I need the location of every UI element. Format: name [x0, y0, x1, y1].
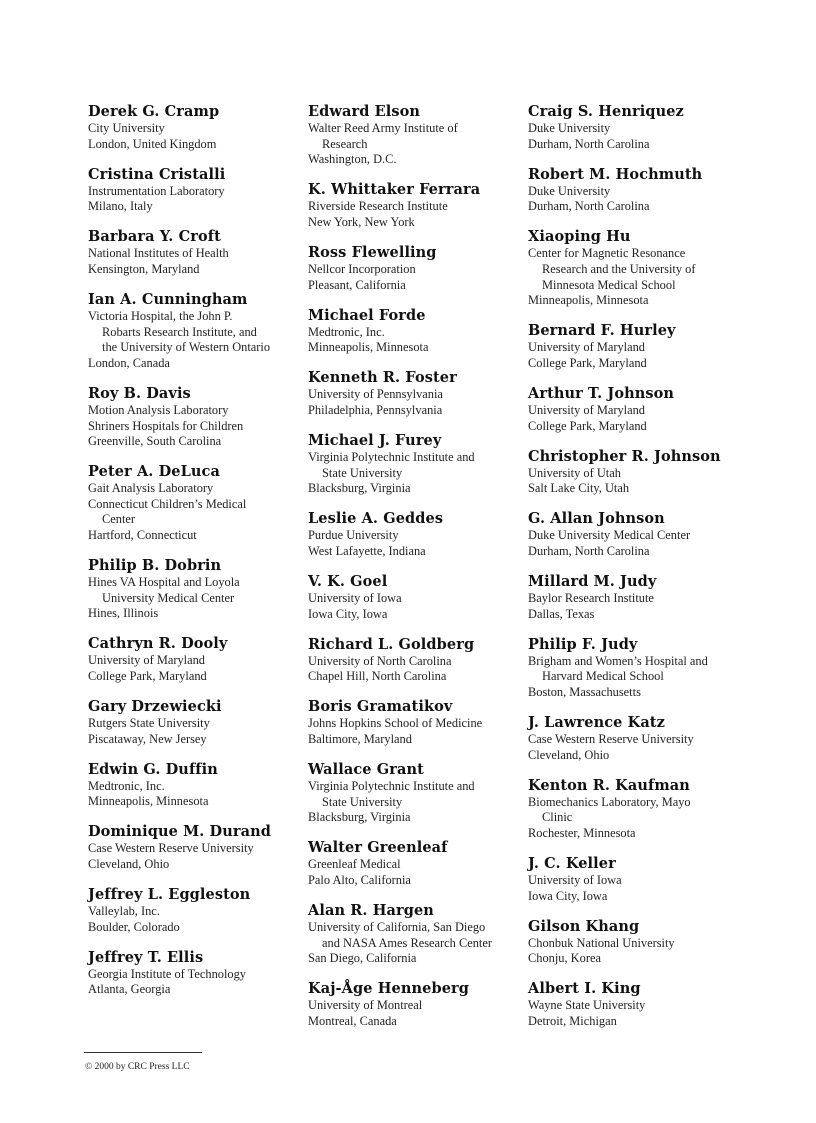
- contributor-name: Jeffrey L. Eggleston: [88, 886, 251, 904]
- affiliation-line: Virginia Polytechnic Institute and: [308, 779, 475, 794]
- contributor-entry: [88, 463, 303, 543]
- contributor-name: Philip B. Dobrin: [88, 557, 222, 575]
- footnote-rule: [84, 1052, 202, 1053]
- affiliation-line: Iowa City, Iowa: [528, 888, 608, 903]
- affiliation-line: University of Pennsylvania: [308, 387, 443, 402]
- affiliation-line: Walter Reed Army Institute of: [308, 121, 458, 135]
- contributor-name: G. Allan Johnson: [528, 510, 665, 528]
- affiliation-line: Iowa City, Iowa: [308, 606, 388, 621]
- affiliation-line: the University of Western Ontario: [102, 340, 271, 355]
- affiliation-line: Gait Analysis Laboratory: [88, 481, 214, 496]
- contributor-name: Philip F. Judy: [528, 635, 638, 653]
- affiliation-line: Cleveland, Ohio: [528, 747, 610, 762]
- affiliation-line: Medtronic, Inc.: [88, 778, 165, 793]
- contributor-entry: [88, 949, 303, 998]
- contributor-name: Ross Flewelling: [308, 243, 437, 261]
- affiliation-line: Greenleaf Medical: [308, 857, 401, 872]
- affiliation-line: New York, New York: [308, 214, 415, 229]
- affiliation-line: University of Utah: [528, 465, 621, 480]
- contributor-entry: [308, 432, 523, 497]
- contributor-name: Richard L. Goldberg: [308, 635, 475, 653]
- affiliation-line: Blacksburg, Virginia: [308, 810, 411, 825]
- contributor-entry: [88, 291, 303, 371]
- affiliation-line: University of Iowa: [528, 872, 622, 887]
- affiliation-line: Center for Magnetic Resonance: [528, 246, 686, 261]
- affiliation-line: Case Western Reserve University: [528, 731, 694, 746]
- contributor-entry: [528, 510, 743, 559]
- contributor-name: Dominique M. Durand: [88, 823, 271, 841]
- contributor-name: Roy B. Davis: [88, 384, 191, 402]
- contributor-name: Walter Greenleaf: [308, 839, 448, 857]
- affiliation-line: Boston, Massachusetts: [528, 684, 641, 699]
- contributor-entry: [308, 761, 523, 826]
- contributor-name: Derek G. Cramp: [88, 103, 220, 120]
- contributor-entry: [528, 385, 743, 434]
- contributor-entry: [528, 322, 743, 371]
- contributor-name: Albert I. King: [528, 980, 641, 998]
- contributor-entry: [308, 636, 523, 685]
- contributor-entry: [88, 228, 303, 277]
- contributor-name: Xiaoping Hu: [528, 228, 631, 246]
- affiliation-line: University of Iowa: [308, 591, 402, 605]
- affiliation-line: Salt Lake City, Utah: [528, 481, 630, 496]
- affiliation-line: Brigham and Women’s Hospital and: [528, 653, 708, 668]
- contributor-name: Cristina Cristalli: [88, 165, 226, 183]
- affiliation-line: Medtronic, Inc.: [308, 324, 385, 339]
- contributor-entry: [528, 980, 743, 1029]
- affiliation-line: College Park, Maryland: [88, 668, 207, 683]
- affiliation-line: University of Maryland: [88, 653, 205, 668]
- contributor-entry: [88, 886, 303, 935]
- contributor-entry: [308, 902, 523, 967]
- contributor-name: J. Lawrence Katz: [528, 713, 665, 731]
- contributor-entry: [528, 918, 743, 967]
- affiliation-line: Piscataway, New Jersey: [88, 731, 207, 746]
- affiliation-line: Riverside Research Institute: [308, 199, 448, 214]
- contributor-name: Craig S. Henriquez: [528, 103, 684, 120]
- contributor-name: Leslie A. Geddes: [308, 510, 444, 528]
- contributor-name: Gary Drzewiecki: [88, 698, 222, 716]
- affiliation-line: Victoria Hospital, the John P.: [88, 309, 233, 324]
- contributor-entry: [308, 369, 523, 418]
- affiliation-line: Hartford, Connecticut: [88, 528, 197, 542]
- affiliation-line: Duke University Medical Center: [528, 528, 691, 543]
- contributor-entry: [88, 557, 303, 622]
- affiliation-line: Minneapolis, Minnesota: [528, 293, 649, 308]
- contributor-name: Christopher R. Johnson: [528, 447, 721, 465]
- contributor-name: Kenneth R. Foster: [308, 369, 457, 387]
- contributor-entry: [308, 573, 523, 622]
- affiliation-line: Duke University: [528, 121, 611, 135]
- contributor-entry: [528, 573, 743, 622]
- contributor-entry: [88, 385, 303, 450]
- contributor-name: Barbara Y. Croft: [88, 228, 221, 246]
- affiliation-line: Durham, North Carolina: [528, 136, 650, 151]
- affiliation-line: Baylor Research Institute: [528, 591, 654, 605]
- affiliation-line: London, United Kingdom: [88, 136, 217, 151]
- affiliation-line: Dallas, Texas: [528, 606, 595, 621]
- affiliation-line: State University: [322, 465, 403, 480]
- affiliation-line: Purdue University: [308, 528, 399, 543]
- affiliation-line: Research: [322, 136, 368, 151]
- contributor-entry: [308, 244, 523, 293]
- affiliation-line: Detroit, Michigan: [528, 1013, 617, 1028]
- affiliation-line: London, Canada: [88, 355, 170, 370]
- contributor-name: Kenton R. Kaufman: [528, 776, 690, 794]
- contributor-name: Peter A. DeLuca: [88, 463, 220, 481]
- affiliation-line: University of Montreal: [308, 998, 423, 1013]
- affiliation-line: Chonju, Korea: [528, 951, 601, 966]
- affiliation-line: Georgia Institute of Technology: [88, 966, 246, 981]
- contributor-entry: [308, 103, 523, 168]
- affiliation-line: Minneapolis, Minnesota: [308, 340, 429, 355]
- affiliation-line: Virginia Polytechnic Institute and: [308, 450, 475, 465]
- affiliation-line: Chapel Hill, North Carolina: [308, 669, 447, 684]
- contributor-entry: [88, 166, 303, 215]
- affiliation-line: Durham, North Carolina: [528, 199, 650, 214]
- affiliation-line: State University: [322, 794, 403, 809]
- contributor-entry: [528, 636, 743, 701]
- affiliation-line: Kensington, Maryland: [88, 261, 200, 276]
- affiliation-line: Washington, D.C.: [308, 152, 397, 167]
- affiliation-line: Nellcor Incorporation: [308, 261, 416, 276]
- contributor-entry: [528, 166, 743, 215]
- affiliation-line: Baltimore, Maryland: [308, 731, 412, 746]
- affiliation-line: Johns Hopkins School of Medicine: [308, 716, 483, 731]
- affiliation-line: Research and the University of: [542, 261, 696, 276]
- affiliation-line: Hines VA Hospital and Loyola: [88, 575, 240, 590]
- contributor-entry: [528, 777, 743, 842]
- contributor-name: Ian A. Cunningham: [88, 291, 248, 309]
- contributor-name: Edward Elson: [308, 103, 421, 120]
- affiliation-line: University of Maryland: [528, 402, 645, 417]
- affiliation-line: Robarts Research Institute, and: [102, 324, 257, 339]
- affiliation-line: Cleveland, Ohio: [88, 857, 170, 872]
- affiliation-line: University of North Carolina: [308, 653, 452, 668]
- affiliation-line: Clinic: [542, 810, 573, 825]
- contributor-entry: [88, 823, 303, 872]
- affiliation-line: Hines, Illinois: [88, 606, 159, 621]
- affiliation-line: Blacksburg, Virginia: [308, 481, 411, 496]
- affiliation-line: University of California, San Diego: [308, 920, 486, 935]
- affiliation-line: Durham, North Carolina: [528, 543, 650, 558]
- affiliation-line: University Medical Center: [102, 590, 235, 605]
- affiliation-line: Center: [102, 512, 136, 527]
- affiliation-line: Connecticut Children’s Medical: [88, 496, 247, 511]
- contributor-entry: [308, 980, 523, 1029]
- affiliation-line: Wayne State University: [528, 998, 646, 1013]
- affiliation-line: Boulder, Colorado: [88, 919, 180, 934]
- contributor-name: J. C. Keller: [528, 854, 616, 872]
- contributor-name: Boris Gramatikov: [308, 698, 453, 716]
- affiliation-line: Motion Analysis Laboratory: [88, 402, 229, 417]
- contributor-entry: [88, 635, 303, 684]
- contributor-name: Arthur T. Johnson: [528, 384, 675, 402]
- affiliation-line: Palo Alto, California: [308, 872, 411, 887]
- contributor-name: Michael Forde: [308, 306, 426, 324]
- contributor-entry: [308, 839, 523, 888]
- contributor-entry: [308, 698, 523, 747]
- affiliation-line: City University: [88, 121, 165, 135]
- affiliation-line: Shriners Hospitals for Children: [88, 418, 244, 433]
- contributor-entry: [528, 448, 743, 497]
- contributor-entry: [88, 761, 303, 810]
- contributor-entry: [528, 855, 743, 904]
- affiliation-line: Minnesota Medical School: [542, 277, 676, 292]
- affiliation-line: Biomechanics Laboratory, Mayo: [528, 794, 691, 809]
- contributor-entry: [308, 307, 523, 356]
- contributor-name: Wallace Grant: [308, 761, 424, 779]
- contributor-name: Kaj-Åge Henneberg: [308, 980, 470, 998]
- contributor-entry: [528, 714, 743, 763]
- contributors-column-2: [308, 103, 523, 1043]
- contributor-name: Edwin G. Duffin: [88, 760, 218, 778]
- affiliation-line: Greenville, South Carolina: [88, 434, 222, 449]
- contributor-name: Robert M. Hochmuth: [528, 165, 703, 183]
- contributor-name: Cathryn R. Dooly: [88, 635, 228, 653]
- contributor-entry: [528, 103, 743, 152]
- affiliation-line: Duke University: [528, 183, 611, 198]
- copyright-notice: © 2000 by CRC Press LLC: [85, 1062, 190, 1072]
- contributor-name: Gilson Khang: [528, 917, 640, 935]
- affiliation-line: Minneapolis, Minnesota: [88, 794, 209, 809]
- affiliation-line: University of Maryland: [528, 340, 645, 355]
- affiliation-line: San Diego, California: [308, 951, 417, 966]
- contributors-column-1: [88, 103, 303, 1012]
- affiliation-line: West Lafayette, Indiana: [308, 543, 426, 558]
- contributors-column-3: [528, 103, 743, 1043]
- affiliation-line: Rochester, Minnesota: [528, 825, 636, 840]
- contributor-name: K. Whittaker Ferrara: [308, 181, 481, 199]
- contributor-entry: [308, 510, 523, 559]
- contributor-name: Alan R. Hargen: [308, 902, 434, 920]
- affiliation-line: Philadelphia, Pennsylvania: [308, 402, 443, 417]
- contributor-entry: [88, 698, 303, 747]
- affiliation-line: Instrumentation Laboratory: [88, 183, 225, 198]
- contributor-name: Michael J. Furey: [308, 432, 442, 450]
- contributor-name: Millard M. Judy: [528, 573, 657, 590]
- affiliation-line: Pleasant, California: [308, 277, 406, 292]
- contributor-name: V. K. Goel: [308, 573, 388, 590]
- contributor-name: Bernard F. Hurley: [528, 322, 676, 340]
- affiliation-line: Valleylab, Inc.: [88, 904, 160, 919]
- affiliation-line: Case Western Reserve University: [88, 841, 254, 856]
- contributor-entry: [308, 181, 523, 230]
- affiliation-line: Milano, Italy: [88, 199, 153, 214]
- contributor-entry: [88, 103, 303, 152]
- affiliation-line: Chonbuk National University: [528, 935, 675, 950]
- affiliation-line: College Park, Maryland: [528, 355, 647, 370]
- affiliation-line: Harvard Medical School: [542, 669, 664, 684]
- affiliation-line: National Institutes of Health: [88, 246, 229, 261]
- affiliation-line: and NASA Ames Research Center: [322, 935, 492, 950]
- affiliation-line: Atlanta, Georgia: [88, 982, 171, 997]
- affiliation-line: Rutgers State University: [88, 716, 210, 731]
- affiliation-line: Montreal, Canada: [308, 1013, 397, 1028]
- contributor-entry: [528, 228, 743, 308]
- affiliation-line: College Park, Maryland: [528, 418, 647, 433]
- contributor-name: Jeffrey T. Ellis: [88, 948, 204, 966]
